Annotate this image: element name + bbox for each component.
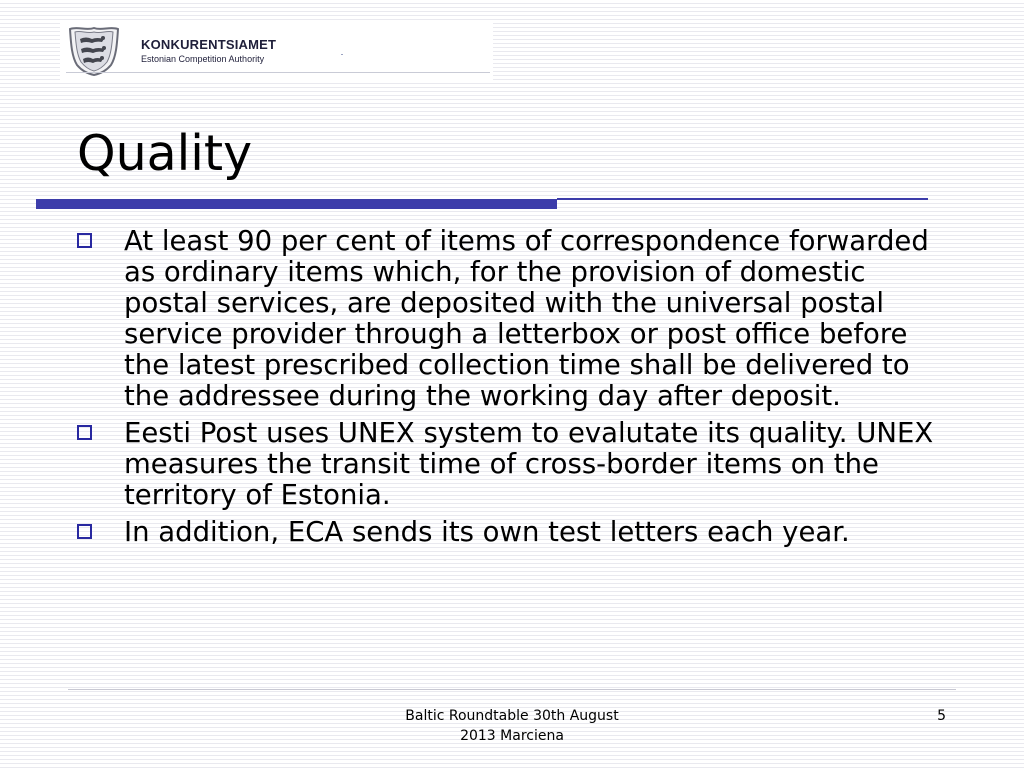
title-accent-bar — [36, 199, 557, 209]
logo-mark — [341, 54, 343, 55]
logo-divider — [66, 72, 490, 73]
footer-caption — [362, 706, 662, 746]
footer-line-2: 2013 Marciena — [460, 728, 564, 744]
bullet-list — [76, 226, 956, 554]
hollow-square-bullet-icon — [77, 425, 92, 440]
bullet-text: At least 90 per cent of items of correspondence forwarded as ordinary items which, for the provision of domestic postal services, are deposited with the universal postal service provider through a letterbox or post office before the latest prescribed collection time shall be delivered to the addressee during the working day after deposit. — [124, 225, 929, 412]
estonian-coat-of-arms-icon — [66, 25, 122, 77]
logo-banner — [60, 20, 493, 81]
hollow-square-bullet-icon — [77, 524, 92, 539]
bullet-item — [76, 226, 956, 412]
bullet-item — [76, 517, 956, 548]
footer-divider — [68, 689, 956, 690]
bullet-item — [76, 418, 956, 511]
bullet-text: In addition, ECA sends its own test letters each year. — [124, 516, 850, 548]
hollow-square-bullet-icon — [77, 233, 92, 248]
bullet-text: Eesti Post uses UNEX system to evalutate its quality. UNEX measures the transit time of cross-border items on the territory of Estonia. — [124, 417, 934, 511]
logo-subtitle: Estonian Competition Authority — [141, 54, 265, 64]
logo-name: KONKURENTSIAMET — [141, 37, 277, 52]
footer-line-1: Baltic Roundtable 30th August — [405, 708, 619, 724]
title-underline — [557, 198, 928, 200]
slide-title: Quality — [77, 125, 253, 182]
page-number: 5 — [937, 708, 946, 724]
